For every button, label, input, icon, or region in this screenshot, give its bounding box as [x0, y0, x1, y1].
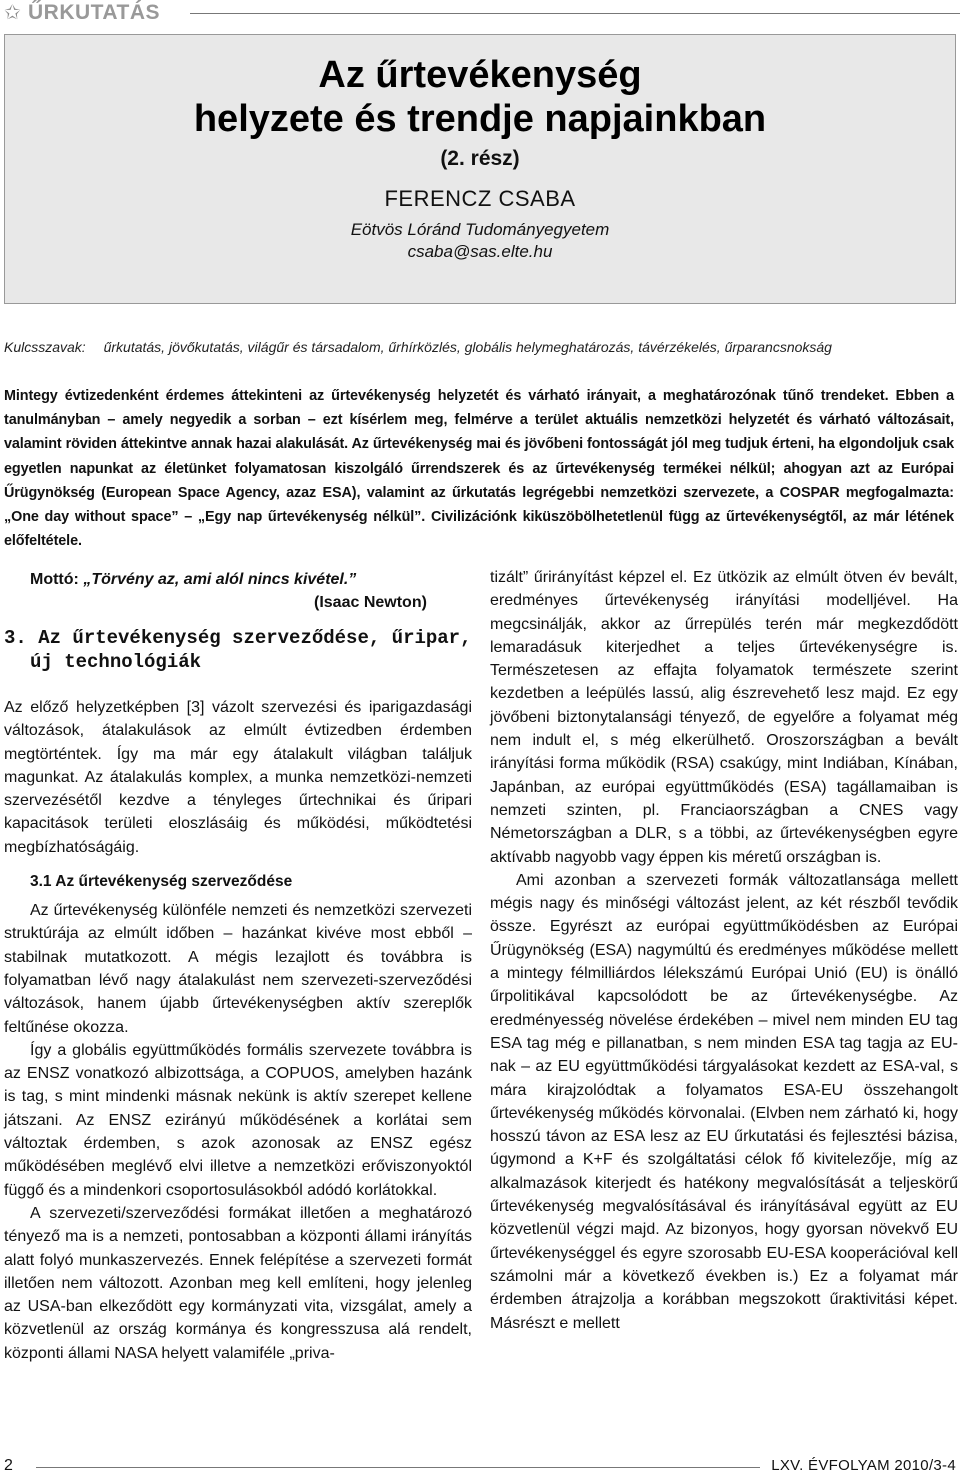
issue-info: LXV. ÉVFOLYAM 2010/3-4: [771, 1457, 956, 1474]
abstract-text: Mintegy évtizedenként érdemes áttekinteni az űrtevékenység helyzetét és várható irányait, a meghatározónak tűnő trendeket. Ebben a tanulmányban – amely negyedik a sorban – ezt kísérlem meg, felmérve a terület aktuális nemzetközi helyzetét és várható változásait, valamint röviden áttekintve annak hazai alakulását. Az űrtevékenység mai és jövőbeni fontosságát jól meg tudjuk érteni, ha elgondoljuk csak egyetlen napunkat az életünket folyamatosan kiszolgáló űrrendszerek és az űrtevékenység termékei nélkül; ahogyan azt az Európai Űrügynökség (European Space Agency, azaz ESA), valamint az űrkutatás legrégebbi nemzetközi szervezete, a COSPAR megfogalmazta: „One day without space” – „Egy nap űrtevékenység nélkül”. Civilizációnk kiküszöbölhetetlenül függ az űrtevékenységtől, az már létének előfeltétele.: [4, 388, 954, 550]
motto: [30, 568, 472, 592]
motto-source: (Isaac Newton): [314, 594, 427, 611]
author-affiliation: Eötvös Lóránd Tudományegyetem: [350, 220, 610, 239]
section-label: ŰRKUTATÁS: [28, 1, 161, 24]
section-heading-3: 3. Az űrtevékenység szerveződése, űripar, új technológiák: [4, 627, 472, 673]
paragraph: Az űrtevékenység különféle nemzeti és nemzetközi szervezeti struktúrája az elmúlt időben – hazánkat kivéve most ebből – stabilnak mutatkozott. A mégis lezajlott és továbbra is folyamatban lévő nagy átalakulást nem szervezeti-szerveződési változások, hanem újabb űrtevékenységben aktív szereplők feltűnése okozza.: [4, 902, 472, 1036]
left-column: [4, 566, 472, 1365]
page-number: 2: [4, 1457, 13, 1474]
abstract: [4, 384, 954, 553]
keywords-label: Kulcsszavak:: [4, 339, 86, 355]
paragraph: A szervezeti/szerveződési formákat illetően a meghatározó tényező ma is a nemzeti, pontosabban a központi állami irányítás alatt folyó munkaszervezés. Ennek felépítése a szervezeti formát illetően nem változott. Azonban meg kell említeni, hogy jelenleg az USA-ban elkeződött egy kormányzati vita, vizsgálat, amely a közvetlenül az ország kormánya és kongresszusa alá rendelt, központi állami NASA helyett valamiféle „priva-: [4, 1204, 472, 1362]
keywords: [4, 338, 956, 356]
author-name: FERENCZ CSABA: [384, 186, 576, 211]
right-column: [490, 566, 958, 1335]
page-footer: [0, 1455, 960, 1479]
motto-label: Mottó:: [30, 571, 79, 588]
footer-rule: [36, 1467, 760, 1468]
article-title: [5, 53, 955, 141]
paragraph: Az előző helyzetképben [3] vázolt szervezési és iparigazdasági változások, átalakulások az elmúlt évtizedben érdemben megtörténtek. Így ma már egy átalakult világban találjuk magunkat. Az átalakulás komplex, a munka nemzetközi-nemzeti szervezésétől kezdve a tényleges űrtechnikai és űripari kapacitások területi eloszlásáig és működési, működtetési megbízhatóságáig.: [4, 699, 472, 856]
title-line-1: Az űrtevékenység: [318, 54, 642, 96]
keywords-list: űrkutatás, jövőkutatás, világűr és társadalom, űrhírközlés, globális helymeghatározás, távérzékelés, űrparancsnokság: [103, 339, 832, 355]
motto-quote: „Törvény az, ami alól nincs kivétel.”: [83, 571, 357, 588]
author-email: csaba@sas.elte.hu: [407, 242, 553, 261]
title-line-2: helyzete és trendje napjainkban: [193, 98, 767, 140]
paragraph: Így a globális együttműködés formális szervezete továbbra is az ENSZ vonatkozó albizottsága, a COPUOS, amelyben hazánk is tag, s mint mindenki másnak nekünk is aktív szerepet kellene játszani. Az ENSZ ezirányú működésének a korlátai sem változtak érdemben, s azok azonosak az ENSZ egész működésében meglévő elvi illetve a nemzetközi erőviszonyoktól függő és a mindenkori csoportosulásokból adódó korlátokkal.: [4, 1041, 472, 1199]
section-header: [0, 0, 960, 26]
title-box: [4, 34, 956, 304]
paragraph: Ami azonban a szervezeti formák változatlansága mellett mégis nagy és minőségi változást jelent, az két részből tevődik össze. Egyrészt az európai együttműködésben az Európai Űrügynökség (ESA) nagymúltú és eredményes működése mellett a mintegy félmilliárdos lélekszámú Európai Unió (EU) is önálló űrpolitikával kapcsolódott be az űrtevékenységbe. Az eredményesség növelése érdekében – mivel nem minden EU tag ESA tag még e pillanatban, s nem minden ESA tag tagja az EU-nak – az EU együttműködési tárgyalásokat kezdett az ESA-val, s mára kirajzolódtak a folyamatos ESA-EU összehangolt űrtevékenység működés körvonalai. (Elvben nem zárható ki, hogy hosszú távon az ESA lesz az EU űrkutatási és fejlesztési bázisa, úgymond a K+F és szolgáltatási célok fő kivitelezője, míg az alkalmazások kiterjedt és hatékony megvalósítását a teljeskörű űrtevékenység megvalósításával és irányításával együtt az EU közvetlenül végzi majd. Az bizonyos, hogy gyorsan növekvő EU űrtevékenységgel és egyre szorosabb EU-ESA kooperációval kell számolni már a következő években is.) Ez a folyamat már érdemben átrajzolja a korábban megszokott űraktivitási képet. Másrészt e mellett: [490, 871, 958, 1332]
paragraph: tizált” űrirányítást képzel el. Ez ütközik az elmúlt ötven év bevált, eredményes űrtevékenység irányítási modelljével. Ha megcsinálják, akkor az űrrepülés terén már megkezdődött lemaradásuk kiterjedhet a teljes űrtevékenységre is. Természetesen az effajta folyamatok természete szerint kezdetben a leépülés lassú, alig észrevehető lesz majd. Ez egy jövőbeni biztonytalansági tényező, de egyelőre a folyamat még nem indult el, s még elkerülhető. Oroszországban a bevált irányítási forma működik (RSA) csakúgy, mint Indiában, Kínában, Japánban, az európai együttműködés (ESA) tagállamaiban is nemzeti szinten, pl. Franciaországban a CNES vagy Németországban a DLR, s a többi, az űrtevékenységben egyre aktívabb nagyobb vagy éppen kis méretű országban is.: [490, 569, 958, 866]
article-part: (2. rész): [440, 147, 520, 170]
header-rule: [190, 13, 960, 14]
subsection-heading-3-1: 3.1 Az űrtevékenység szerveződése: [30, 873, 293, 891]
star-outline-icon: ✩: [4, 2, 21, 24]
